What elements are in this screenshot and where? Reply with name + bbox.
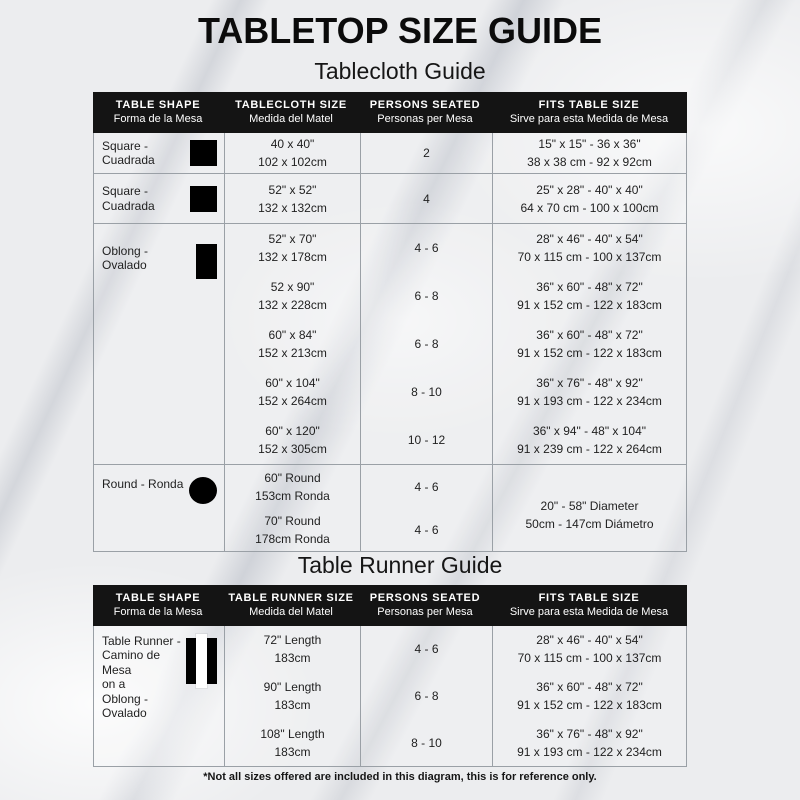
persons-entry: 4 <box>423 191 430 206</box>
fits-entry: 28" x 46" - 40" x 54" 70 x 115 cm - 100 x 137cm <box>517 232 662 264</box>
shape-cell <box>94 465 224 551</box>
size-cell <box>224 224 360 464</box>
header-persons-seated: PERSONS SEATED Personas per Mesa <box>369 591 481 618</box>
persons-entry: 6 - 8 <box>414 337 439 351</box>
section-table-runner <box>94 626 686 766</box>
tablecloth-guide-title: Tablecloth Guide <box>314 58 486 84</box>
persons-cell <box>360 224 492 464</box>
shape-label: Round - Ronda <box>102 477 184 491</box>
round-table-icon <box>189 477 217 504</box>
persons-entry: 8 - 10 <box>411 385 442 399</box>
fits-cell <box>492 133 686 173</box>
size-entry: 52" x 70" 132 x 178cm <box>258 232 327 264</box>
persons-entry: 4 - 6 <box>414 241 439 255</box>
section-square-52 <box>94 173 686 223</box>
size-entry: 52" x 52" 132 x 132cm <box>258 182 327 215</box>
size-entry: 90" Length 183cm <box>263 680 322 712</box>
table-runner-icon <box>186 634 217 688</box>
fits-entry: 36" x 60" - 48" x 72" 91 x 152 cm - 122 x 183cm <box>517 328 662 360</box>
persons-cell <box>360 174 492 223</box>
oblong-table-icon <box>196 244 217 279</box>
shape-cell <box>94 133 224 173</box>
tablecloth-header-row <box>93 92 687 133</box>
fits-entry: 36" x 76" - 48" x 92" 91 x 193 cm - 122 x 234cm <box>517 726 662 759</box>
header-tablecloth-size: TABLECLOTH SIZE Medida del Matel <box>235 98 347 125</box>
size-entry: 60" x 120" 152 x 305cm <box>258 424 327 456</box>
persons-entry: 8 - 10 <box>411 735 442 750</box>
size-cell <box>224 174 360 223</box>
size-cell <box>224 626 360 766</box>
shape-cell <box>94 174 224 223</box>
fits-entry-merged: 20" - 58" Diameter 50cm - 147cm Diámetro <box>525 499 654 531</box>
shape-label: Oblong - Ovalado <box>102 244 149 273</box>
persons-entry: 6 - 8 <box>414 689 439 703</box>
shape-label: Table Runner - Camino de Mesa on a Oblong - Ovalado <box>102 634 181 720</box>
persons-cell <box>360 133 492 173</box>
size-entry: 60" x 104" 152 x 264cm <box>258 376 327 408</box>
header-table-shape: TABLE SHAPE Forma de la Mesa <box>113 98 203 125</box>
persons-entry: 4 - 6 <box>414 642 439 657</box>
shape-cell <box>94 626 224 766</box>
square-table-icon <box>190 140 217 166</box>
section-round <box>94 464 686 551</box>
fits-entry: 36" x 76" - 48" x 92" 91 x 193 cm - 122 x 234cm <box>517 376 662 408</box>
shape-cell <box>94 224 224 464</box>
tablecloth-table-body <box>93 133 687 552</box>
fits-entry: 25" x 28" - 40" x 40" 64 x 70 cm - 100 x 100cm <box>520 182 659 215</box>
size-entry: 72" Length 183cm <box>263 633 322 666</box>
persons-cell <box>360 465 492 551</box>
table-runner-guide-table <box>93 585 687 767</box>
size-entry: 40 x 40" 102 x 102cm <box>258 137 327 169</box>
persons-entry: 10 - 12 <box>407 433 446 447</box>
persons-entry: 4 - 6 <box>414 522 439 537</box>
header-table-shape: TABLE SHAPE Forma de la Mesa <box>113 591 203 618</box>
size-entry: 108" Length 183cm <box>260 726 325 759</box>
page-title: TABLETOP SIZE GUIDE <box>197 10 603 51</box>
fits-cell <box>492 224 686 464</box>
size-entry: 52 x 90" 132 x 228cm <box>258 280 327 312</box>
fits-cell <box>492 174 686 223</box>
persons-entry: 2 <box>423 146 430 160</box>
shape-label: Square - Cuadrada <box>102 184 155 213</box>
persons-entry: 4 - 6 <box>414 479 439 494</box>
shape-label: Square - Cuadrada <box>102 138 155 167</box>
table-runner-guide-title: Table Runner Guide <box>297 552 503 578</box>
size-cell <box>224 465 360 551</box>
section-square-40 <box>94 133 686 173</box>
fits-entry: 36" x 60" - 48" x 72" 91 x 152 cm - 122 x 183cm <box>517 280 662 312</box>
fits-entry: 36" x 60" - 48" x 72" 91 x 152 cm - 122 x 183cm <box>517 680 662 712</box>
fits-cell <box>492 465 686 551</box>
footnote: *Not all sizes offered are included in this diagram, this is for reference only. <box>203 771 597 783</box>
size-entry: 60" x 84" 152 x 213cm <box>258 328 327 360</box>
fits-entry: 15" x 15" - 36 x 36" 38 x 38 cm - 92 x 92cm <box>527 137 652 169</box>
square-table-icon <box>190 186 217 212</box>
runner-header-row <box>93 585 687 626</box>
fits-entry: 36" x 94" - 48" x 104" 91 x 239 cm - 122 x 264cm <box>517 424 662 456</box>
header-fits-table-size: FITS TABLE SIZE Sirve para esta Medida de Mesa <box>509 98 669 125</box>
header-persons-seated: PERSONS SEATED Personas per Mesa <box>369 98 481 125</box>
fits-cell <box>492 626 686 766</box>
fits-entry: 28" x 46" - 40" x 54" 70 x 115 cm - 100 x 137cm <box>517 633 662 666</box>
size-entry: 60" Round 153cm Ronda <box>255 470 330 503</box>
size-cell <box>224 133 360 173</box>
size-entry: 70" Round 178cm Ronda <box>255 513 330 546</box>
persons-cell <box>360 626 492 766</box>
section-oblong <box>94 223 686 464</box>
header-fits-table-size: FITS TABLE SIZE Sirve para esta Medida de Mesa <box>509 591 669 618</box>
persons-entry: 6 - 8 <box>414 289 439 303</box>
header-table-runner-size: TABLE RUNNER SIZE Medida del Matel <box>228 591 354 618</box>
runner-table-body <box>93 626 687 767</box>
tablecloth-guide-table <box>93 92 687 552</box>
